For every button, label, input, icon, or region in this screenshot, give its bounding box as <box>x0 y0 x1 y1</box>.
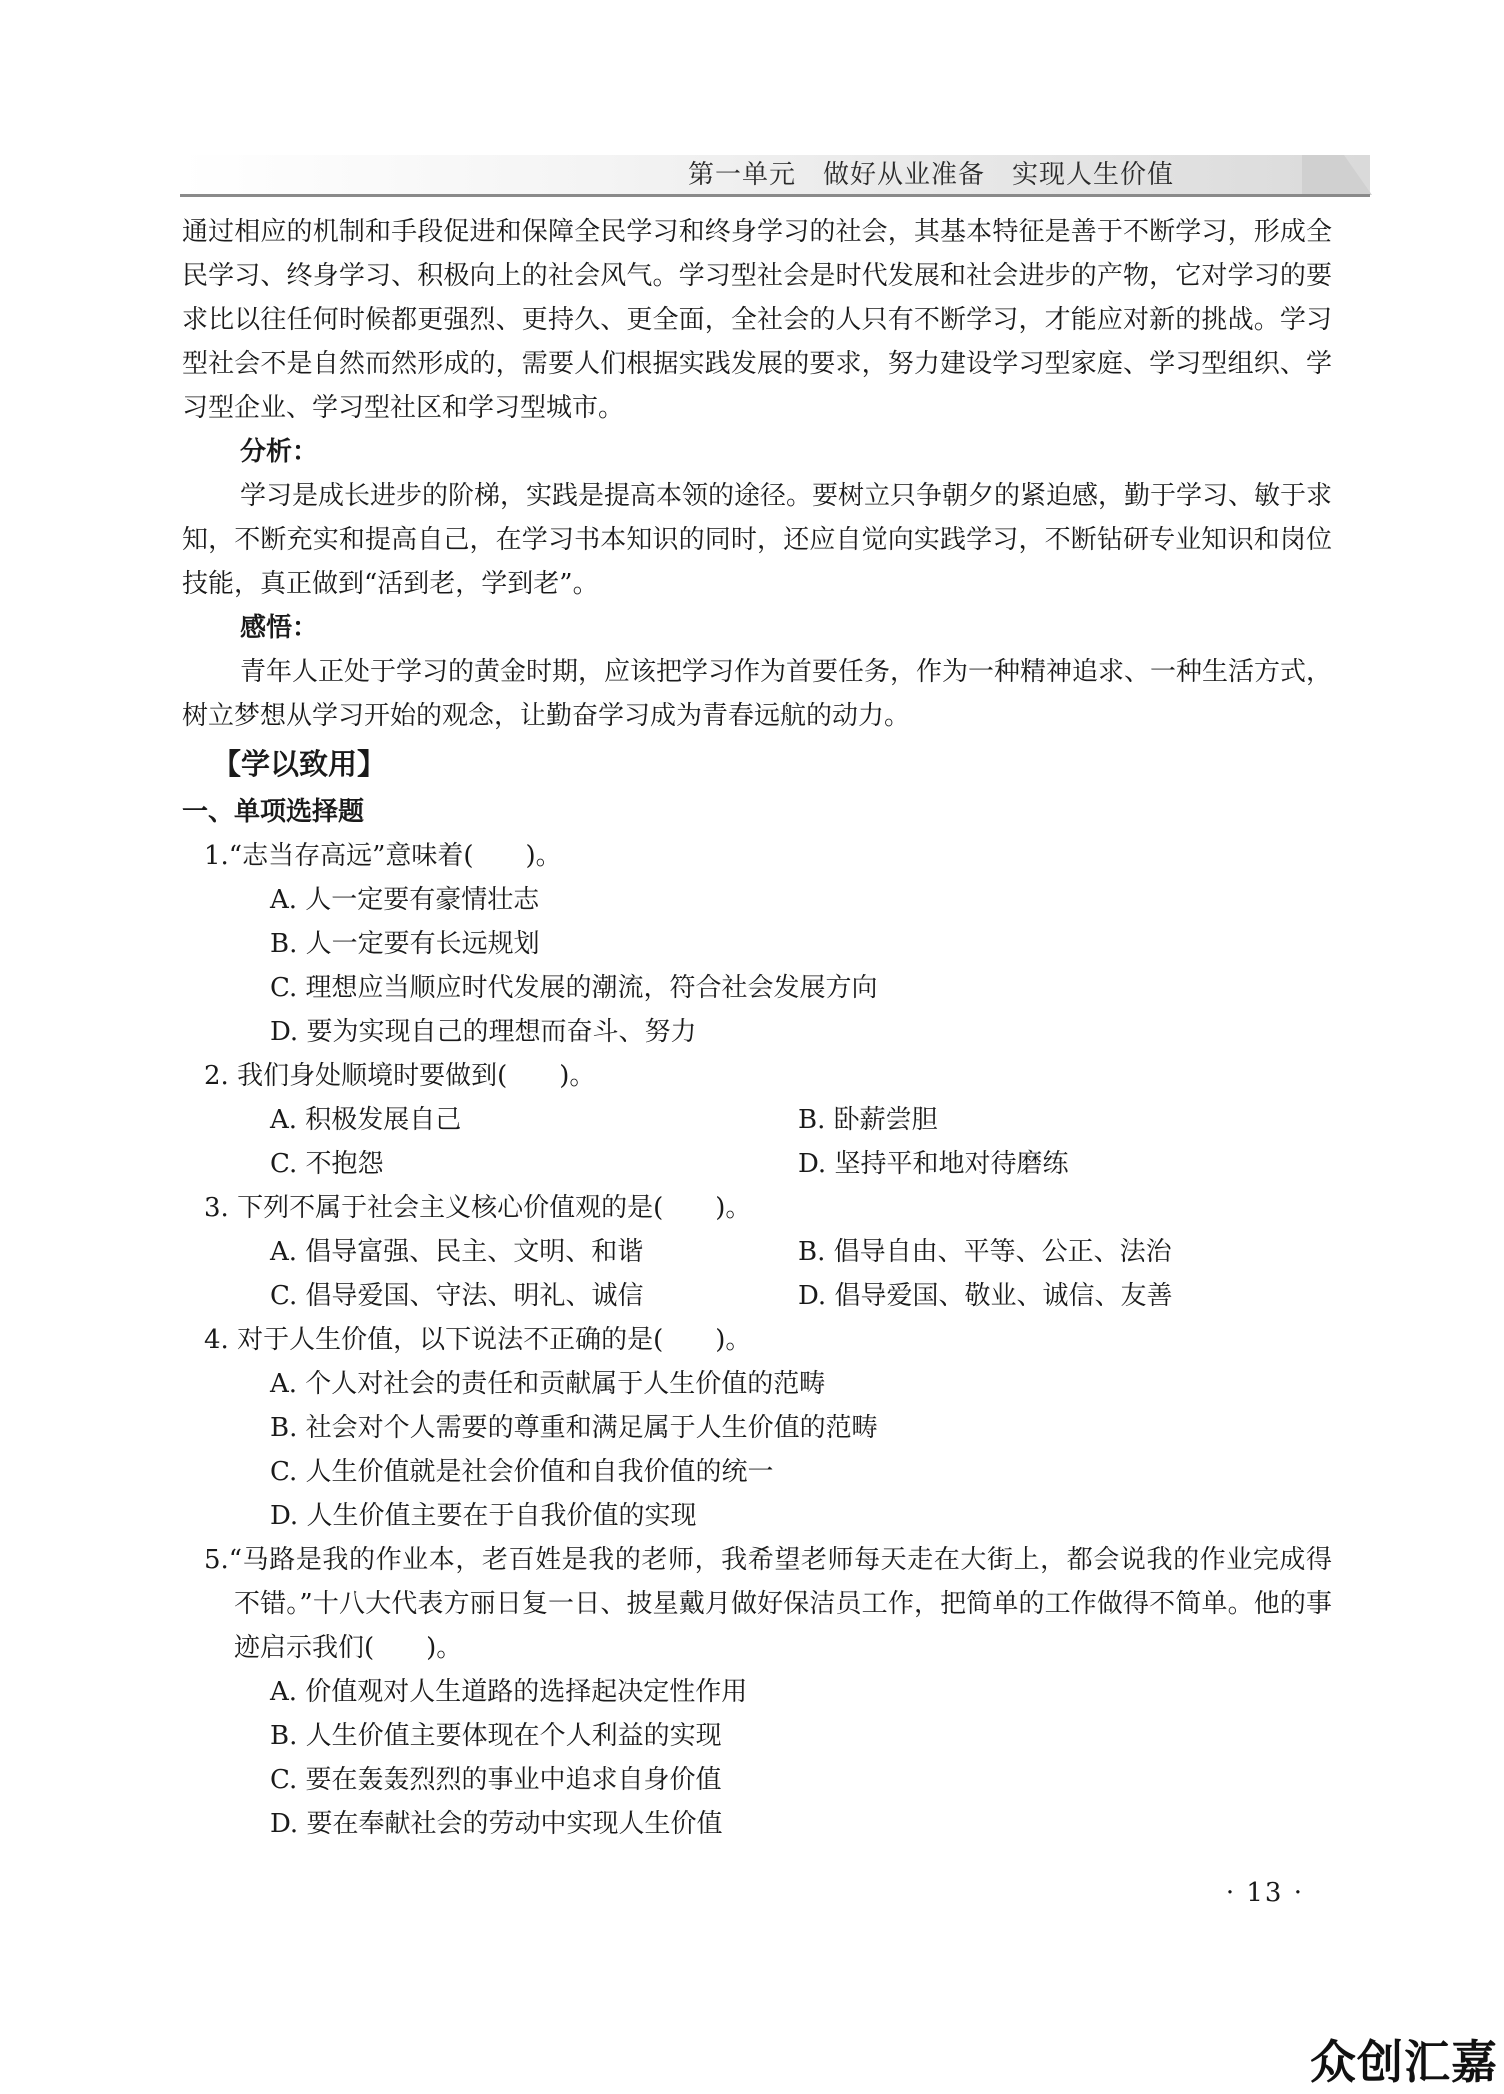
question-4-option-d[interactable]: D. 人生价值主要在于自我价值的实现 <box>270 1501 697 1531</box>
question-1-option-c[interactable]: C. 理想应当顺应时代发展的潮流，符合社会发展方向 <box>270 973 878 1003</box>
question-1-stem: 1.“志当存高远”意味着( )。 <box>204 841 562 871</box>
question-4-option-b[interactable]: B. 社会对个人需要的尊重和满足属于人生价值的范畴 <box>270 1413 878 1443</box>
question-2-option-d[interactable]: D. 坚持平和地对待磨练 <box>798 1149 1069 1179</box>
question-5-stem: 5.“马路是我的作业本，老百姓是我的老师，我希望老师每天走在大街上，都会说我的作业完成得不错。”十八大代表方丽日复一日、披星戴月做好保洁员工作，把简单的工作做得不简单。他的事迹启示我们( )。 <box>204 1545 1332 1663</box>
question-3-option-c[interactable]: C. 倡导爱国、守法、明礼、诚信 <box>270 1281 644 1311</box>
question-2-option-b[interactable]: B. 卧薪尝胆 <box>798 1105 938 1135</box>
header-tab <box>1302 155 1372 195</box>
question-4-option-a[interactable]: A. 个人对社会的责任和贡献属于人生价值的范畴 <box>270 1369 826 1399</box>
subsection-title: 一、单项选择题 <box>182 797 365 827</box>
question-4-option-c[interactable]: C. 人生价值就是社会价值和自我价值的统一 <box>270 1457 774 1487</box>
question-4-stem: 4. 对于人生价值，以下说法不正确的是( )。 <box>204 1325 752 1355</box>
question-1-option-a[interactable]: A. 人一定要有豪情壮志 <box>270 885 540 915</box>
question-3-options-row-1 <box>182 1230 1332 1274</box>
intro-paragraph: 通过相应的机制和手段促进和保障全民学习和终身学习的社会，其基本特征是善于不断学习，形成全民学习、终身学习、积极向上的社会风气。学习型社会是时代发展和社会进步的产物，它对学习的要求比以往任何时候都更强烈、更持久、更全面，全社会的人只有不断学习，才能应对新的挑战。学习型社会不是自然而然形成的，需要人们根据实践发展的要求，努力建设学习型家庭、学习型组织、学习型企业、学习型社区和学习型城市。 <box>182 217 1332 423</box>
analysis-text: 学习是成长进步的阶梯，实践是提高本领的途径。要树立只争朝夕的紧迫感，勤于学习、敏于求知，不断充实和提高自己，在学习书本知识的同时，还应自觉向实践学习，不断钻研专业知识和岗位技能，真正做到“活到老，学到老”。 <box>182 481 1333 599</box>
question-1-option-d[interactable]: D. 要为实现自己的理想而奋斗、努力 <box>270 1017 697 1047</box>
question-2-option-a[interactable]: A. 积极发展自己 <box>270 1105 462 1135</box>
watermark-logo: 众创汇嘉 <box>1310 2035 1498 2089</box>
question-3-options-row-2 <box>182 1274 1332 1318</box>
question-3-option-a[interactable]: A. 倡导富强、民主、文明、和谐 <box>270 1237 644 1267</box>
question-3-option-b[interactable]: B. 倡导自由、平等、公正、法治 <box>798 1237 1172 1267</box>
reflection-label: 感悟： <box>240 613 319 643</box>
question-5-option-b[interactable]: B. 人生价值主要体现在个人利益的实现 <box>270 1721 722 1751</box>
question-5-option-d[interactable]: D. 要在奉献社会的劳动中实现人生价值 <box>270 1809 723 1839</box>
page-number: · 13 · <box>1225 1878 1304 1908</box>
header-rule <box>180 194 1370 197</box>
question-2-stem: 2. 我们身处顺境时要做到( )。 <box>204 1061 596 1091</box>
question-2-option-c[interactable]: C. 不抱怨 <box>270 1149 384 1179</box>
reflection-text: 青年人正处于学习的黄金时期，应该把学习作为首要任务，作为一种精神追求、一种生活方式，树立梦想从学习开始的观念，让勤奋学习成为青春远航的动力。 <box>182 657 1333 731</box>
chapter-header-title: 第一单元 做好从业准备 实现人生价值 <box>687 160 1174 190</box>
question-3-option-d[interactable]: D. 倡导爱国、敬业、诚信、友善 <box>798 1281 1173 1311</box>
question-2-options-row-2 <box>182 1142 1332 1186</box>
question-2-options-row-1 <box>182 1098 1332 1142</box>
section-title: 【学以致用】 <box>212 747 387 781</box>
question-5-option-a[interactable]: A. 价值观对人生道路的选择起决定性作用 <box>270 1677 748 1707</box>
analysis-label: 分析： <box>240 437 319 467</box>
question-1-option-b[interactable]: B. 人一定要有长远规划 <box>270 929 540 959</box>
question-3-stem: 3. 下列不属于社会主义核心价值观的是( )。 <box>204 1193 752 1223</box>
page-content <box>182 210 1332 1846</box>
question-5-option-c[interactable]: C. 要在轰轰烈烈的事业中追求自身价值 <box>270 1765 722 1795</box>
